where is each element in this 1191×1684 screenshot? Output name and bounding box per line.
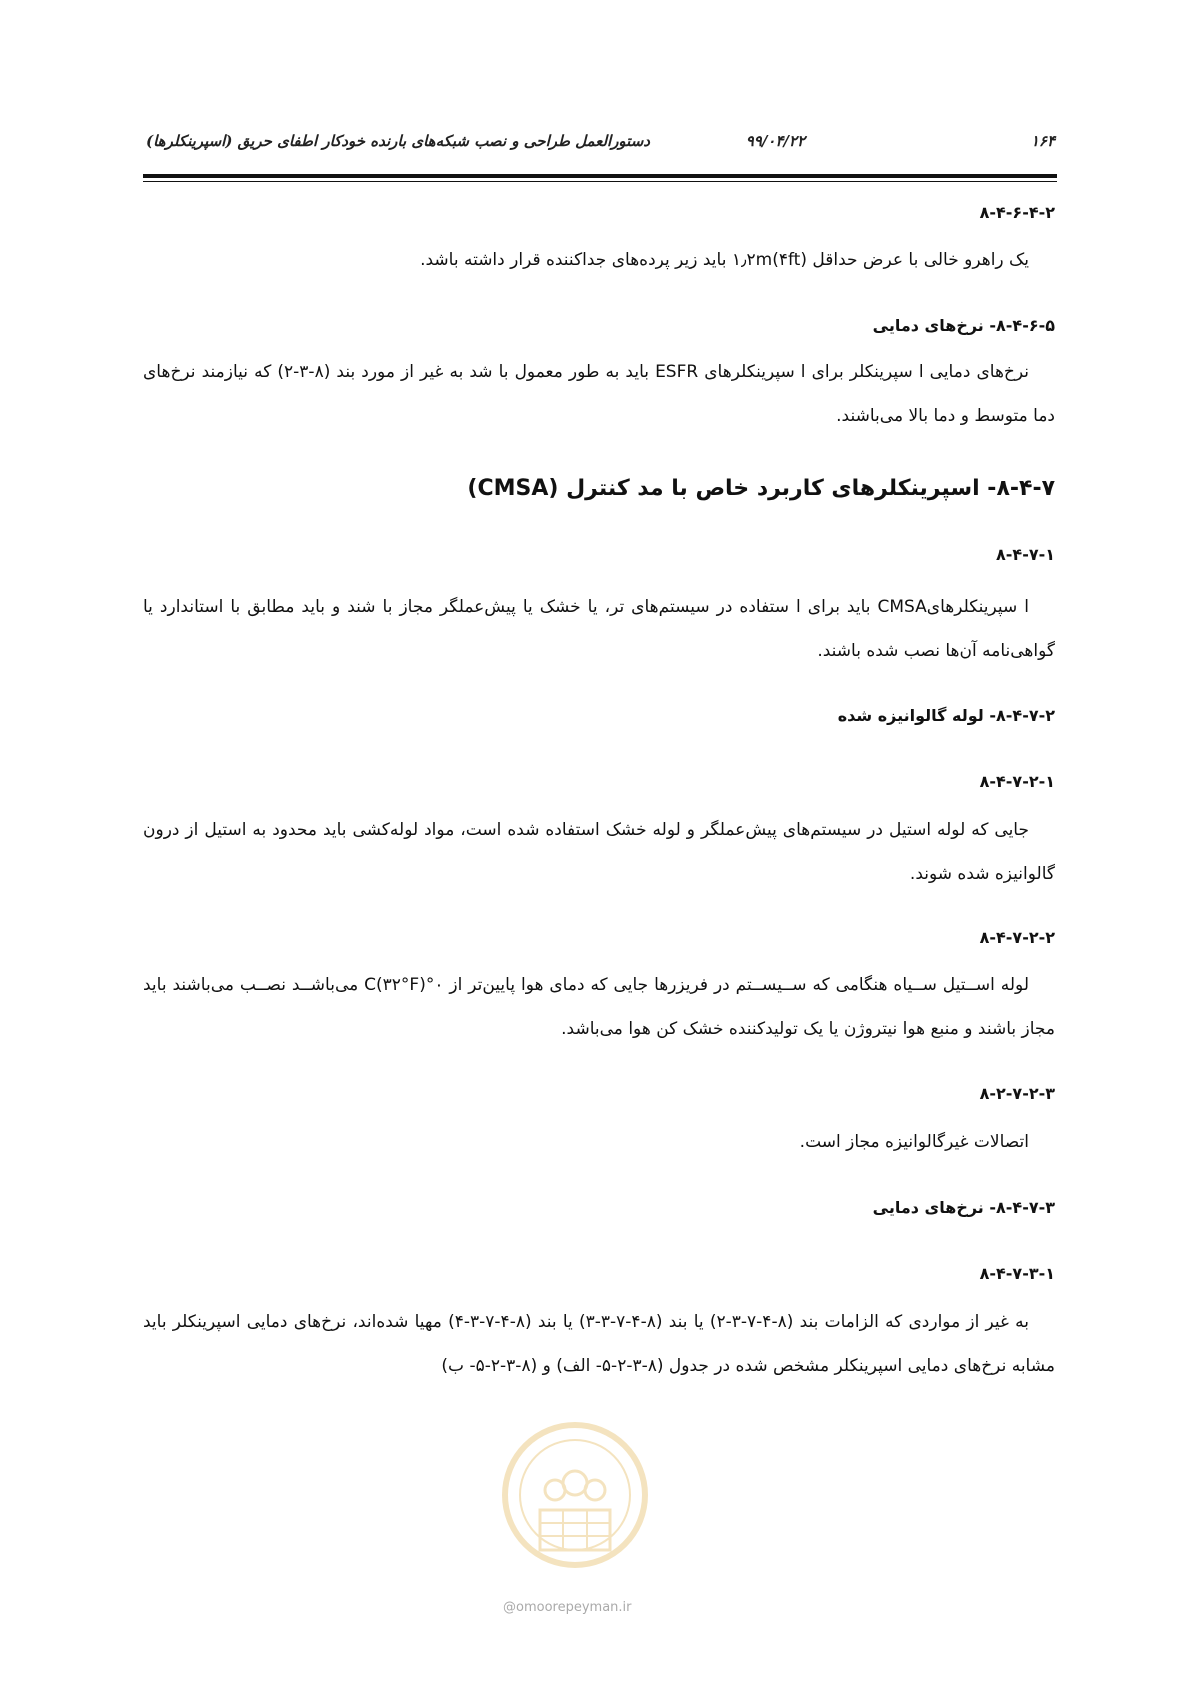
section-heading: ۸-۴-۷-۳- نرخ‌های دمایی xyxy=(872,1198,1055,1217)
clause-number: ۸-۴-۷-۱ xyxy=(996,545,1055,564)
paragraph: لوله اســتیل ســیاه هنگامی که ســیســتم در فریزرها جایی که دمای هوا پایین‌تر از ۰°C(۳۲°F) می‌باشــد نصــب می‌باشند باید مجاز باشند و منبع هوا نیتروژن یا یک تولیدکننده خشک کن هوا می‌باشد. xyxy=(143,975,1055,1039)
header-date: ۹۹/۰۴/۲۲ xyxy=(745,132,805,150)
clause-number: ۸-۴-۶-۴-۲ xyxy=(979,203,1055,222)
chapter-heading: ۸-۴-۷- اسپرینکلرهای کاربرد خاص با مد کنترل (CMSA) xyxy=(467,476,1055,501)
section-heading: ۸-۴-۷-۲- لوله گالوانیزه شده xyxy=(837,706,1055,725)
paragraph: ا سپرینکلرهایCMSA باید برای ا ستفاده در سیستم‌های تر، یا خشک یا پیش‌عملگر مجاز با شند و باید مطابق با استاندارد یا گواهی‌نامه آن‌ها نصب شده باشند. xyxy=(143,597,1055,661)
header-title: دستورالعمل طراحی و نصب شبکه‌های بارنده خودکار اطفای حریق (اسپرینکلرها) xyxy=(146,132,650,150)
clause-number: ۸-۴-۷-۲-۲ xyxy=(979,928,1055,947)
clause-number: ۸-۴-۷-۳-۱ xyxy=(979,1264,1055,1283)
paragraph: جایی که لوله استیل در سیستم‌های پیش‌عملگر و لوله خشک استفاده شده است، مواد لوله‌کشی باید محدود به استیل از درون گالوانیزه شده شوند. xyxy=(143,820,1055,884)
paragraph: نرخ‌های دمایی ا سپرینکلر برای ا سپرینکلرهای ESFR باید به طور معمول با شد به غیر از مورد بند (۸-۳-۲) که نیازمند نرخ‌های دما متوسط و دما بالا می‌باشند. xyxy=(143,362,1055,426)
section-heading: ۸-۴-۶-۵- نرخ‌های دمایی xyxy=(872,316,1055,335)
running-header xyxy=(146,132,1055,162)
watermark-site: @omoorepeyman.ir xyxy=(503,1600,632,1615)
watermark-seal-icon xyxy=(500,1405,650,1575)
paragraph: یک راهرو خالی با عرض حداقل ۱٫۲m(۴ft) باید زیر پرده‌های جداکننده قرار داشته باشد. xyxy=(420,250,1029,270)
paragraph: اتصالات غیرگالوانیزه مجاز است. xyxy=(799,1132,1029,1152)
clause-number: ۸-۴-۷-۲-۱ xyxy=(979,772,1055,791)
paragraph: به غیر از مواردی که الزامات بند (۸-۴-۷-۳-۲) یا بند (۸-۴-۷-۳-۳) یا بند (۸-۴-۷-۳-۴) مهیا شده‌اند، نرخ‌های دمایی اسپرینکلر باید مشابه نرخ‌های دمایی اسپرینکلر مشخص شده در جدول (۸-۳-۲-۵- الف) و (۸-۳-۲-۵- ب) xyxy=(143,1312,1055,1376)
header-rule-thick xyxy=(143,174,1057,178)
clause-number: ۸-۲-۷-۲-۳ xyxy=(979,1084,1055,1103)
page-number: ۱۶۴ xyxy=(1030,132,1055,150)
header-rule-thin xyxy=(143,181,1057,182)
